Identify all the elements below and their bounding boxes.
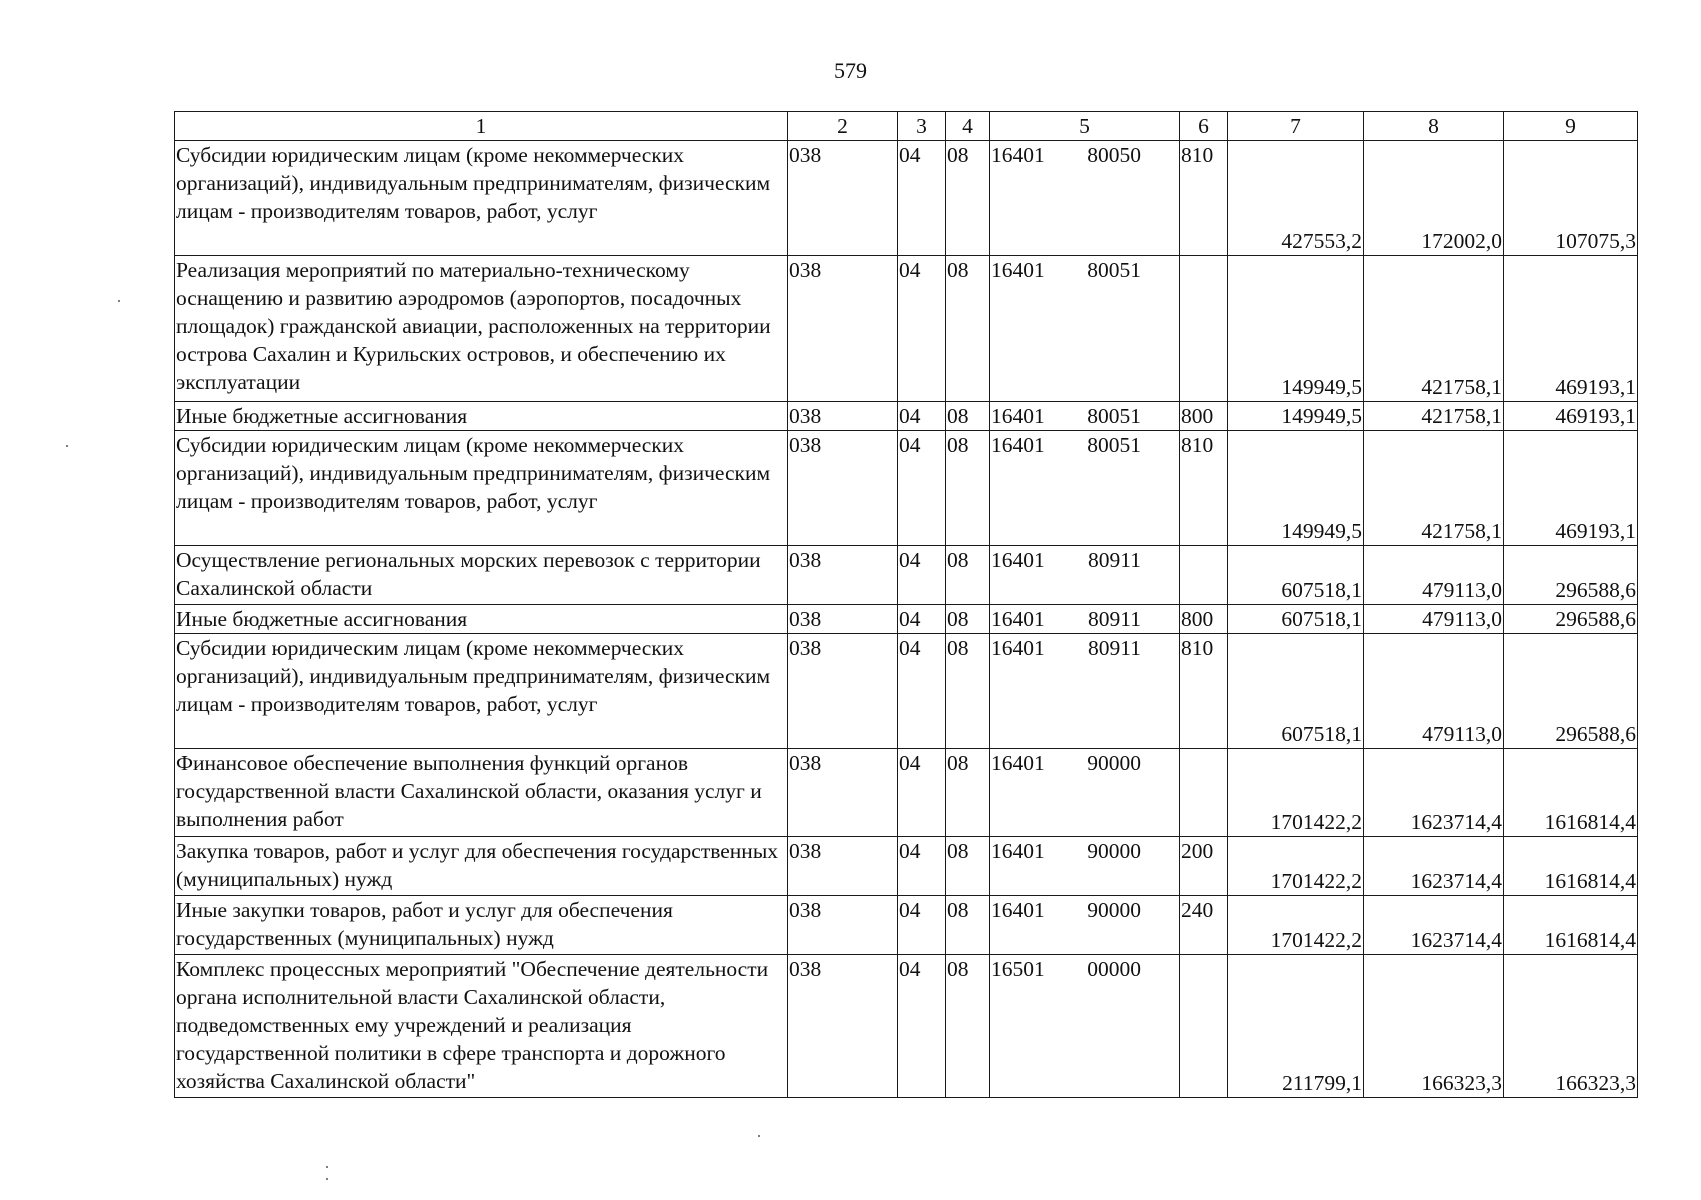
target-article-code bbox=[991, 141, 1141, 169]
scan-speck bbox=[326, 1166, 328, 1168]
program-code: 16401 bbox=[991, 404, 1045, 428]
column-header: 3 bbox=[898, 112, 946, 141]
amount-col-9: 1616814,4 bbox=[1504, 749, 1638, 837]
subsection-code-cell: 08 bbox=[946, 605, 990, 634]
amount-col-8: 479113,0 bbox=[1364, 634, 1504, 749]
column-header: 5 bbox=[990, 112, 1180, 141]
program-code: 16401 bbox=[991, 548, 1045, 572]
program-code: 16401 bbox=[991, 636, 1045, 660]
amount-col-7: 149949,5 bbox=[1228, 431, 1364, 546]
direction-code: 90000 bbox=[1087, 839, 1141, 863]
scan-speck bbox=[758, 1135, 760, 1137]
admin-code-cell: 038 bbox=[788, 402, 898, 431]
admin-code-cell: 038 bbox=[788, 141, 898, 256]
row-description: Реализация мероприятий по материально-техническому оснащению и развитию аэродромов (аэропортов, посадочных площадок) гражданской авиации, расположенных на территории острова Сахалин и Курильских островов, и обеспечению их эксплуатации bbox=[175, 256, 788, 402]
amount-col-7: 211799,1 bbox=[1228, 955, 1364, 1098]
amount-col-7: 1701422,2 bbox=[1228, 896, 1364, 955]
expense-type-cell bbox=[1180, 955, 1228, 1098]
section-code-cell: 04 bbox=[898, 141, 946, 256]
admin-code-cell: 038 bbox=[788, 837, 898, 896]
subsection-code-cell: 08 bbox=[946, 896, 990, 955]
amount-col-9: 296588,6 bbox=[1504, 634, 1638, 749]
amount-col-8: 479113,0 bbox=[1364, 605, 1504, 634]
section-code-cell: 04 bbox=[898, 256, 946, 402]
page-number: 579 bbox=[834, 58, 867, 83]
expense-type-cell: 240 bbox=[1180, 896, 1228, 955]
table-row bbox=[175, 896, 1638, 955]
row-description: Субсидии юридическим лицам (кроме некоммерческих организаций), индивидуальным предпринимателям, физическим лицам - производителям товаров, работ, услуг bbox=[175, 141, 788, 256]
row-description: Иные бюджетные ассигнования bbox=[175, 402, 788, 431]
section-code-cell: 04 bbox=[898, 955, 946, 1098]
expense-type-cell: 810 bbox=[1180, 431, 1228, 546]
subsection-code-cell: 08 bbox=[946, 431, 990, 546]
scan-speck bbox=[66, 445, 68, 447]
table-header-row bbox=[175, 112, 1638, 141]
amount-col-8: 421758,1 bbox=[1364, 402, 1504, 431]
amount-col-7: 1701422,2 bbox=[1228, 837, 1364, 896]
amount-col-9: 1616814,4 bbox=[1504, 837, 1638, 896]
expense-type-cell bbox=[1180, 546, 1228, 605]
table-row bbox=[175, 402, 1638, 431]
section-code-cell: 04 bbox=[898, 546, 946, 605]
amount-col-7: 607518,1 bbox=[1228, 605, 1364, 634]
admin-code-cell: 038 bbox=[788, 605, 898, 634]
table-row bbox=[175, 431, 1638, 546]
program-code: 16401 bbox=[991, 433, 1045, 457]
direction-code: 90000 bbox=[1087, 898, 1141, 922]
program-code: 16401 bbox=[991, 607, 1045, 631]
target-article-cell bbox=[990, 605, 1180, 634]
subsection-code-cell: 08 bbox=[946, 749, 990, 837]
direction-code: 80911 bbox=[1088, 607, 1141, 631]
admin-code-cell: 038 bbox=[788, 431, 898, 546]
target-article-cell bbox=[990, 431, 1180, 546]
table-row bbox=[175, 141, 1638, 256]
target-article-code bbox=[991, 546, 1141, 574]
amount-col-7: 149949,5 bbox=[1228, 402, 1364, 431]
table-row bbox=[175, 546, 1638, 605]
target-article-cell bbox=[990, 402, 1180, 431]
amount-col-7: 149949,5 bbox=[1228, 256, 1364, 402]
row-description: Закупка товаров, работ и услуг для обеспечения государственных (муниципальных) нужд bbox=[175, 837, 788, 896]
column-header: 6 bbox=[1180, 112, 1228, 141]
row-description: Финансовое обеспечение выполнения функций органов государственной власти Сахалинской области, оказания услуг и выполнения работ bbox=[175, 749, 788, 837]
admin-code-cell: 038 bbox=[788, 634, 898, 749]
budget-table bbox=[174, 111, 1638, 1098]
admin-code-cell: 038 bbox=[788, 896, 898, 955]
target-article-code bbox=[991, 896, 1141, 924]
column-header: 8 bbox=[1364, 112, 1504, 141]
expense-type-cell: 800 bbox=[1180, 605, 1228, 634]
subsection-code-cell: 08 bbox=[946, 256, 990, 402]
table-row bbox=[175, 955, 1638, 1098]
table-row bbox=[175, 605, 1638, 634]
row-description: Иные закупки товаров, работ и услуг для обеспечения государственных (муниципальных) нужд bbox=[175, 896, 788, 955]
direction-code: 80911 bbox=[1088, 548, 1141, 572]
amount-col-8: 479113,0 bbox=[1364, 546, 1504, 605]
expense-type-cell: 810 bbox=[1180, 634, 1228, 749]
amount-col-8: 1623714,4 bbox=[1364, 837, 1504, 896]
table-row bbox=[175, 837, 1638, 896]
target-article-code bbox=[991, 955, 1141, 983]
amount-col-8: 421758,1 bbox=[1364, 256, 1504, 402]
expense-type-cell: 800 bbox=[1180, 402, 1228, 431]
program-code: 16401 bbox=[991, 258, 1045, 282]
target-article-code bbox=[991, 431, 1141, 459]
program-code: 16501 bbox=[991, 957, 1045, 981]
subsection-code-cell: 08 bbox=[946, 955, 990, 1098]
table-row bbox=[175, 634, 1638, 749]
section-code-cell: 04 bbox=[898, 837, 946, 896]
target-article-code bbox=[991, 837, 1141, 865]
section-code-cell: 04 bbox=[898, 605, 946, 634]
amount-col-7: 607518,1 bbox=[1228, 634, 1364, 749]
admin-code-cell: 038 bbox=[788, 546, 898, 605]
row-description: Субсидии юридическим лицам (кроме некоммерческих организаций), индивидуальным предпринимателям, физическим лицам - производителям товаров, работ, услуг bbox=[175, 634, 788, 749]
subsection-code-cell: 08 bbox=[946, 837, 990, 896]
program-code: 16401 bbox=[991, 898, 1045, 922]
admin-code-cell: 038 bbox=[788, 749, 898, 837]
program-code: 16401 bbox=[991, 751, 1045, 775]
subsection-code-cell: 08 bbox=[946, 634, 990, 749]
amount-col-9: 1616814,4 bbox=[1504, 896, 1638, 955]
direction-code: 80051 bbox=[1087, 433, 1141, 457]
admin-code-cell: 038 bbox=[788, 256, 898, 402]
target-article-cell bbox=[990, 837, 1180, 896]
amount-col-9: 469193,1 bbox=[1504, 402, 1638, 431]
amount-col-7: 1701422,2 bbox=[1228, 749, 1364, 837]
amount-col-9: 469193,1 bbox=[1504, 256, 1638, 402]
direction-code: 90000 bbox=[1087, 751, 1141, 775]
direction-code: 80051 bbox=[1087, 258, 1141, 282]
program-code: 16401 bbox=[991, 839, 1045, 863]
column-header: 1 bbox=[175, 112, 788, 141]
target-article-cell bbox=[990, 749, 1180, 837]
amount-col-7: 607518,1 bbox=[1228, 546, 1364, 605]
amount-col-9: 296588,6 bbox=[1504, 546, 1638, 605]
amount-col-8: 172002,0 bbox=[1364, 141, 1504, 256]
direction-code: 00000 bbox=[1087, 957, 1141, 981]
target-article-cell bbox=[990, 256, 1180, 402]
section-code-cell: 04 bbox=[898, 431, 946, 546]
row-description: Комплекс процессных мероприятий "Обеспечение деятельности органа исполнительной власти Сахалинской области, подведомственных ему учреждений и реализация государственной политики в сфере транспорта и дорожного хозяйства Сахалинской области" bbox=[175, 955, 788, 1098]
subsection-code-cell: 08 bbox=[946, 402, 990, 431]
scan-speck bbox=[118, 300, 120, 302]
section-code-cell: 04 bbox=[898, 749, 946, 837]
table-row bbox=[175, 256, 1638, 402]
target-article-cell bbox=[990, 896, 1180, 955]
column-header: 4 bbox=[946, 112, 990, 141]
target-article-cell bbox=[990, 955, 1180, 1098]
target-article-code bbox=[991, 605, 1141, 633]
amount-col-9: 296588,6 bbox=[1504, 605, 1638, 634]
amount-col-8: 1623714,4 bbox=[1364, 896, 1504, 955]
amount-col-8: 421758,1 bbox=[1364, 431, 1504, 546]
row-description: Иные бюджетные ассигнования bbox=[175, 605, 788, 634]
amount-col-9: 166323,3 bbox=[1504, 955, 1638, 1098]
target-article-cell bbox=[990, 546, 1180, 605]
target-article-cell bbox=[990, 634, 1180, 749]
admin-code-cell: 038 bbox=[788, 955, 898, 1098]
amount-col-9: 107075,3 bbox=[1504, 141, 1638, 256]
amount-col-7: 427553,2 bbox=[1228, 141, 1364, 256]
amount-col-8: 1623714,4 bbox=[1364, 749, 1504, 837]
target-article-code bbox=[991, 634, 1141, 662]
direction-code: 80051 bbox=[1087, 404, 1141, 428]
subsection-code-cell: 08 bbox=[946, 141, 990, 256]
table-body bbox=[175, 141, 1638, 1098]
section-code-cell: 04 bbox=[898, 402, 946, 431]
expense-type-cell bbox=[1180, 749, 1228, 837]
row-description: Субсидии юридическим лицам (кроме некоммерческих организаций), индивидуальным предпринимателям, физическим лицам - производителям товаров, работ, услуг bbox=[175, 431, 788, 546]
column-header: 7 bbox=[1228, 112, 1364, 141]
amount-col-8: 166323,3 bbox=[1364, 955, 1504, 1098]
subsection-code-cell: 08 bbox=[946, 546, 990, 605]
table-row bbox=[175, 749, 1638, 837]
target-article-code bbox=[991, 256, 1141, 284]
scan-speck bbox=[326, 1178, 328, 1180]
direction-code: 80050 bbox=[1087, 143, 1141, 167]
section-code-cell: 04 bbox=[898, 896, 946, 955]
section-code-cell: 04 bbox=[898, 634, 946, 749]
expense-type-cell: 200 bbox=[1180, 837, 1228, 896]
column-header: 9 bbox=[1504, 112, 1638, 141]
column-header: 2 bbox=[788, 112, 898, 141]
target-article-cell bbox=[990, 141, 1180, 256]
direction-code: 80911 bbox=[1088, 636, 1141, 660]
program-code: 16401 bbox=[991, 143, 1045, 167]
target-article-code bbox=[991, 402, 1141, 430]
target-article-code bbox=[991, 749, 1141, 777]
amount-col-9: 469193,1 bbox=[1504, 431, 1638, 546]
expense-type-cell bbox=[1180, 256, 1228, 402]
row-description: Осуществление региональных морских перевозок с территории Сахалинской области bbox=[175, 546, 788, 605]
expense-type-cell: 810 bbox=[1180, 141, 1228, 256]
